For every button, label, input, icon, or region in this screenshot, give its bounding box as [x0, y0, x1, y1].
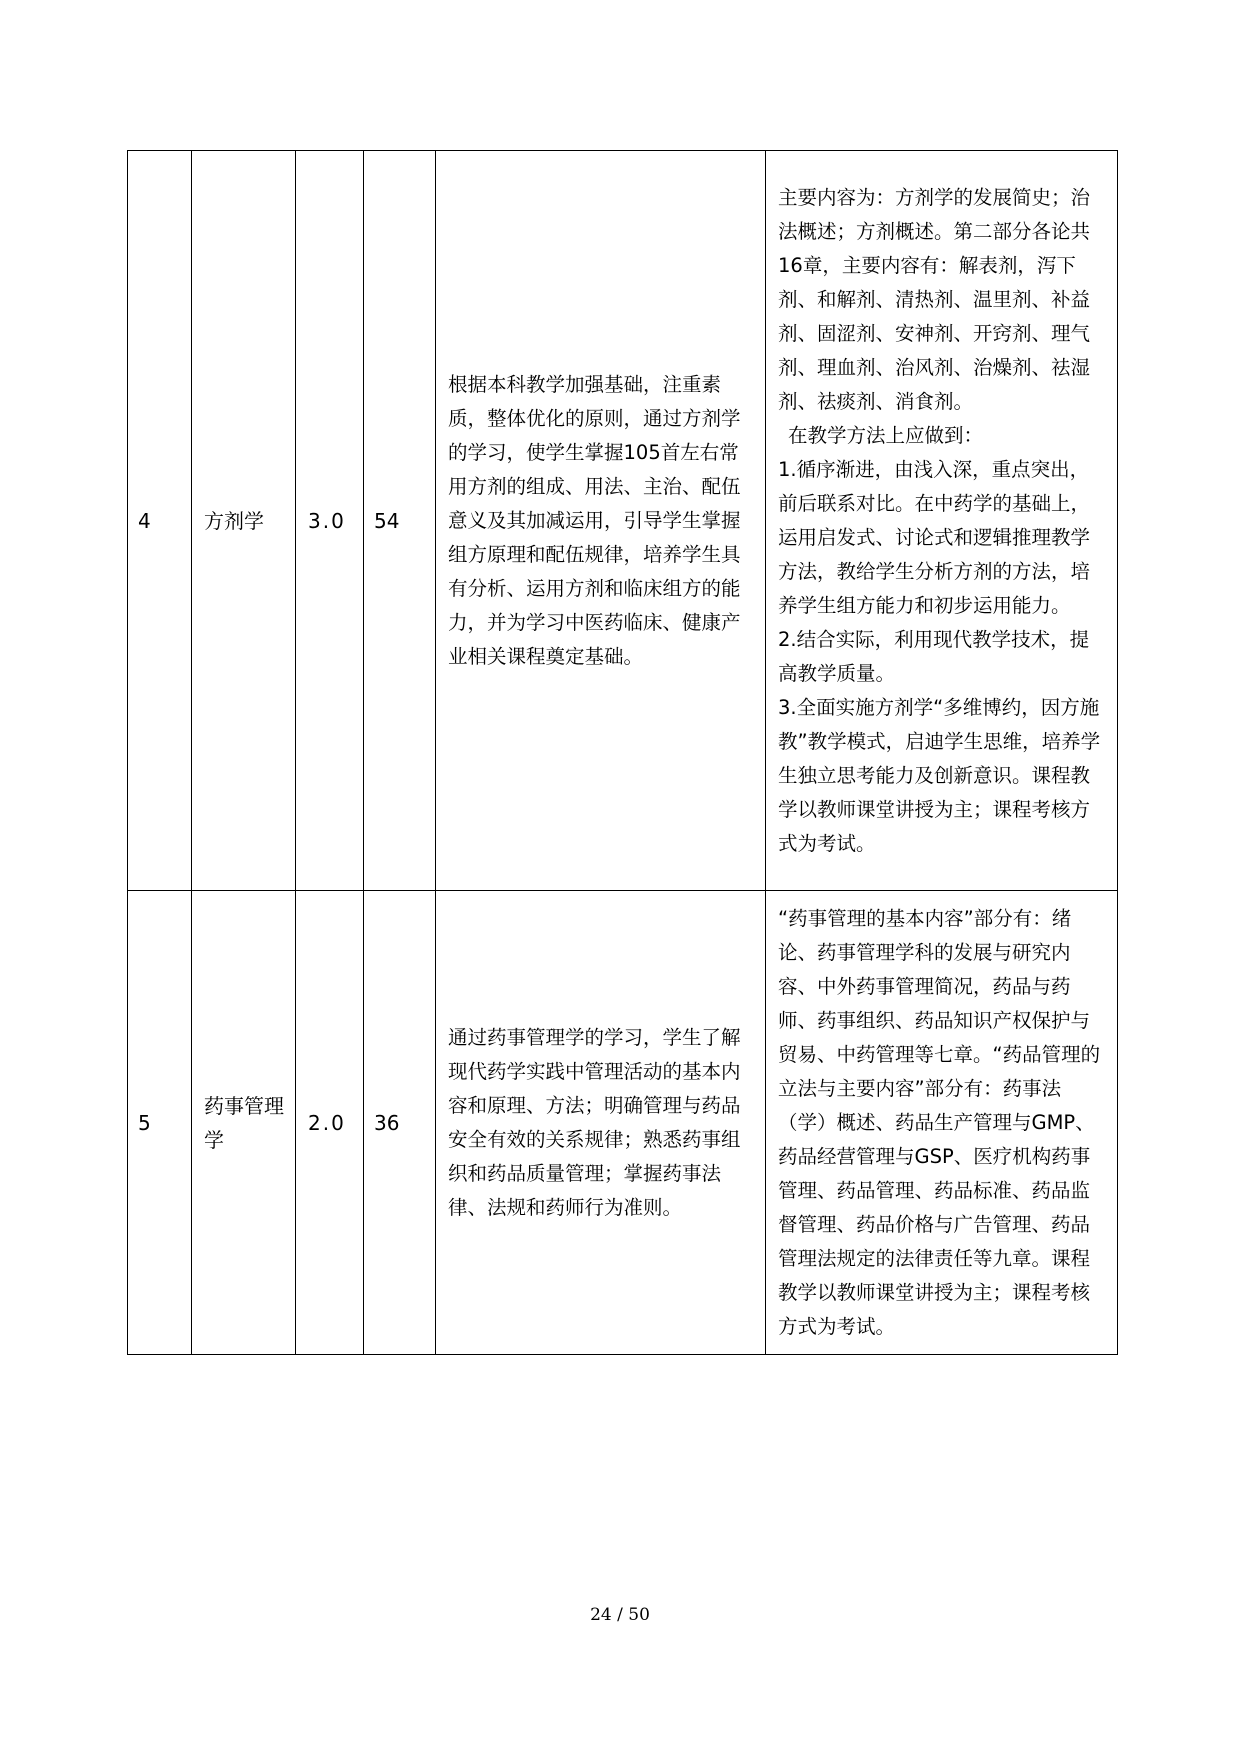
course-goal-text: 根据本科教学加强基础，注重素质，整体优化的原则，通过方剂学的学习，使学生掌握105首左右常用方剂的组成、用法、主治、配伍意义及其加减运用，引导学生掌握组方原理和配伍规律，培养学生具有分析、运用方剂和临床组方的能力，并为学习中医药临床、健康产业相关课程奠定基础。 — [448, 372, 741, 668]
course-credit-cell: 3.0 — [296, 151, 364, 891]
content-paragraph: 主要内容为：方剂学的发展简史；治法概述；方剂概述。第二部分各论共16章，主要内容有：解表剂，泻下剂、和解剂、清热剂、温里剂、补益剂、固涩剂、安神剂、开窍剂、理气剂、理血剂、治风剂、治燥剂、祛湿剂、祛痰剂、消食剂。 — [778, 185, 1091, 413]
content-paragraph: 2.结合实际，利用现代教学技术，提高教学质量。 — [778, 627, 1090, 685]
course-content-cell — [766, 151, 1118, 891]
course-content-cell — [766, 891, 1118, 1355]
table-row — [128, 891, 1118, 1355]
course-goal-cell — [436, 151, 766, 891]
page-number: 24 / 50 — [590, 1605, 650, 1625]
course-number-cell: 5 — [128, 891, 192, 1355]
course-table — [127, 150, 1118, 1355]
course-hours-cell: 54 — [364, 151, 436, 891]
content-paragraph: 在教学方法上应做到： — [788, 423, 984, 447]
course-goal-cell — [436, 891, 766, 1355]
course-name-cell: 药事管理学 — [192, 891, 296, 1355]
course-hours-cell: 36 — [364, 891, 436, 1355]
course-number-cell: 4 — [128, 151, 192, 891]
table-row — [128, 151, 1118, 891]
content-paragraph: 1.循序渐进，由浅入深，重点突出，前后联系对比。在中药学的基础上，运用启发式、讨论式和逻辑推理教学方法，教给学生分析方剂的方法，培养学生组方能力和初步运用能力。 — [778, 457, 1091, 617]
content-paragraph: 3.全面实施方剂学“多维博约，因方施教”教学模式，启迪学生思维，培养学生独立思考能力及创新意识。课程教学以教师课堂讲授为主；课程考核方式为考试。 — [778, 695, 1101, 855]
course-name-cell: 方剂学 — [192, 151, 296, 891]
content-paragraph: “药事管理的基本内容”部分有：绪论、药事管理学科的发展与研究内容、中外药事管理简况，药品与药师、药事组织、药品知识产权保护与贸易、中药管理等七章。“药品管理的立法与主要内容”部分有：药事法（学）概述、药品生产管理与GMP、药品经营管理与GSP、医疗机构药事管理、药品管理、药品标准、药品监督管理、药品价格与广告管理、药品管理法规定的法律责任等九章。课程教学以教师课堂讲授为主；课程考核方式为考试。 — [778, 906, 1101, 1338]
course-credit-cell: 2.0 — [296, 891, 364, 1355]
course-goal-text: 通过药事管理学的学习，学生了解现代药学实践中管理活动的基本内容和原理、方法；明确管理与药品安全有效的关系规律；熟悉药事组织和药品质量管理；掌握药事法律、法规和药师行为准则。 — [448, 1025, 741, 1219]
